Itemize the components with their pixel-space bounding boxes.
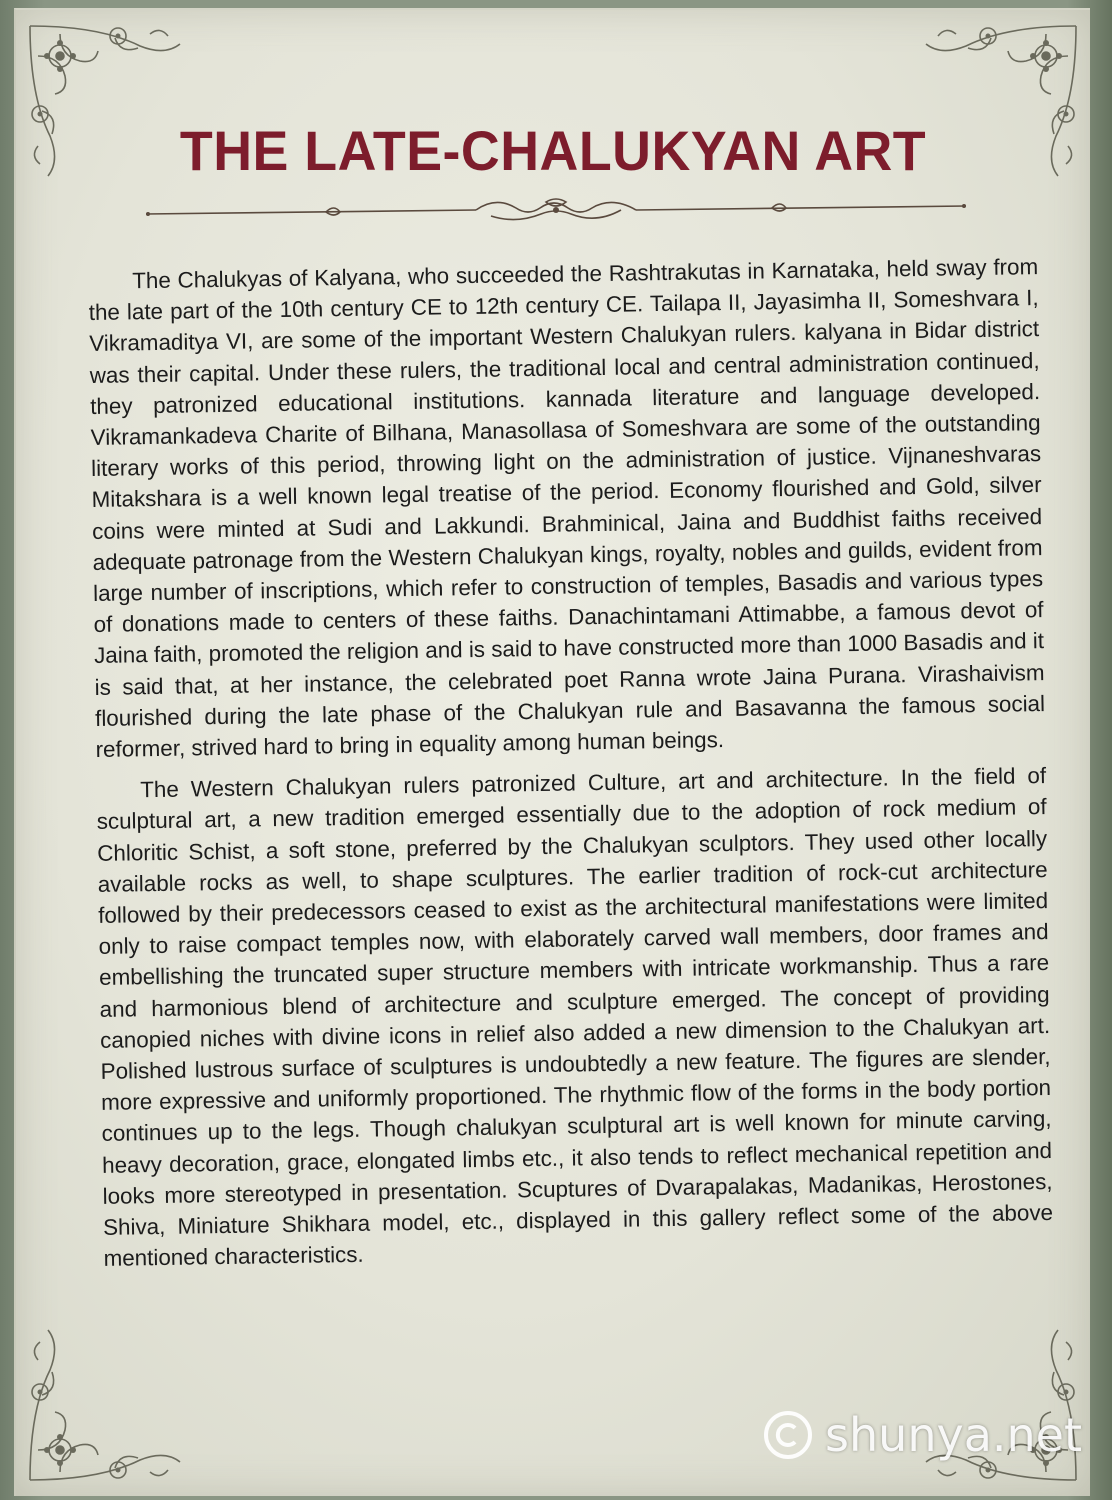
watermark-text: shunya.net xyxy=(825,1408,1082,1462)
paragraph-art: The Western Chalukyan rulers patronized Culture, art and architecture. In the field of sculptural art, a new tradition emerged essentially due to the adoption of rock medium of Chloritic Schist, a soft stone, preferred by the Chalukyan sculptors. They used other locally available rocks as well, to shape sculptures. The earlier tradition of rock-cut architecture followed by their predecessors ceased to exist as the architectural manifestations were limited only to raise compact temples now, with elaborately carved wall members, door frames and embellishing the truncated super structure members with intricate workmanship. Thus a rare and harmonious blend of architecture and sculpture emerged. The concept of providing canopied niches with divine icons in relief also added a new dimension to the Chalukyan art. Polished lustrous surface of sculptures is undoubtedly a new feature. The figures are slender, more expressive and uniformly proportioned. The rhythmic flow of the forms in the body portion continues up to the legs. Though chalukyan sculptural art is well known for minute carving, heavy decoration, grace, elongated limbs etc., it also tends to reflect mechanical repetition and looks more stereotyped in presentation. Scuptures of Dvarapalakas, Madanikas, Herostones, Shiva, Miniature Shikhara model, etc., displayed in this gallery reflect some of the above mentioned characteristics. xyxy=(96,763,1054,1272)
copyright-icon xyxy=(763,1410,813,1460)
floral-corner-icon xyxy=(20,1320,190,1490)
scroll-divider-icon xyxy=(146,196,966,226)
paragraph-history: The Chalukyas of Kalyana, who succeeded the Rashtrakutas in Karnataka, held sway from the late part of the 10th century CE to 12th century CE. Tailapa II, Jayasimha II, Someshvara I, Vikramaditya VI, are some of the important Western Chalukyan rulers. kalyana in Bidar district was their capital. Under these rulers, the traditional local and central administration continued, they patronized educational institutions. kannada literature and language developed. Vikramankadeva Charite of Bilhana, Manasollasa of Someshvara are some of the outstanding literary works of this period, throwing light on the administration of justice. Vijnaneshvaras Mitakshara is a well known legal treatise of the period. Economy flourished and Gold, silver coins were minted at Sudi and Lakkundi. Brahminical, Jaina and Buddhist faiths received adequate patronage from the Western Chalukyan kings, royalty, nobles and guilds, evident from large number of inscriptions, which refer to construction of temples, Basadis and various types of donations made to centers of these faiths. Danachintamani Attimabbe, a famous devot of Jaina faith, promoted the religion and is said to have constructed more than 1000 Basadis and it is said that, at her instance, the celebrated poet Ranna wrote Jaina Purana. Virashaivism flourished during the late phase of the Chalukyan rule and Basavanna the famous social reformer, strived hard to bring in equality among human beings. xyxy=(88,254,1046,762)
page-title: THE LATE-CHALUKYAN ART xyxy=(179,119,927,182)
info-panel xyxy=(14,8,1090,1496)
floral-corner-icon xyxy=(916,1320,1086,1490)
body-text xyxy=(88,251,1054,1284)
watermark xyxy=(763,1408,1082,1462)
